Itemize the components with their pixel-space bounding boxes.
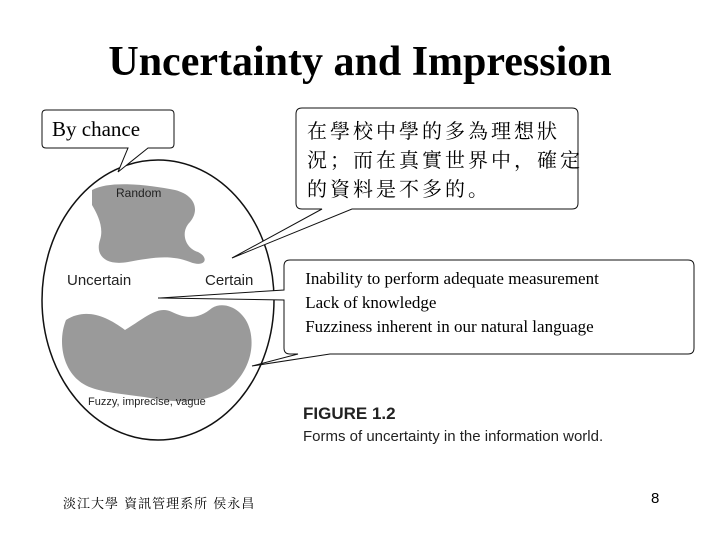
page-number: 8 (651, 490, 660, 507)
reason-item:  Fuzziness inherent in our natural language (292, 317, 594, 336)
figure-caption-text: Forms of uncertainty in the information world. (303, 428, 604, 445)
label-random: Random (116, 186, 162, 200)
reason-item:  Inability to perform adequate measurement (292, 269, 599, 288)
footer-author: 淡江大學 資訊管理系所 侯永昌 (63, 497, 256, 512)
label-certain: Certain (205, 272, 254, 289)
by-chance-text: By chance (52, 117, 141, 141)
fuzzy-blob (62, 305, 252, 401)
reasons-list (292, 267, 599, 339)
chinese-note-text: 在學校中學的多為理想狀況；而在真實世界中，確定的資料是不多的。 (307, 119, 583, 201)
figure-caption-title: FIGURE 1.2 (303, 404, 396, 423)
reason-item:  Lack of knowledge (292, 293, 437, 312)
label-uncertain: Uncertain (67, 272, 132, 289)
slide-title: Uncertainty and Impression (108, 39, 612, 85)
label-fuzzy: Fuzzy, imprecise, vague (88, 396, 206, 408)
